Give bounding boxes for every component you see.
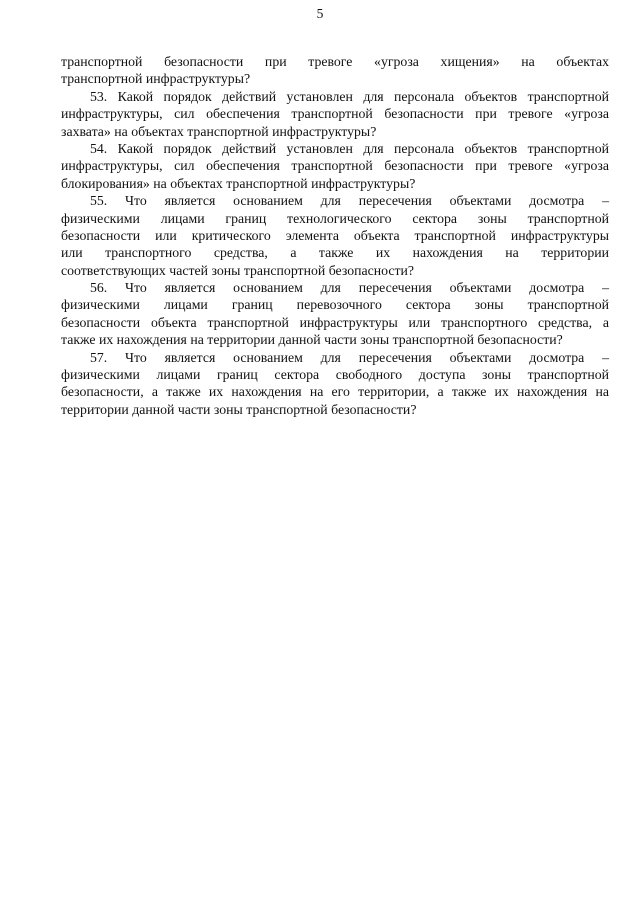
text-line: также их нахождения на территории данной части зоны транспортной безопасности?	[61, 332, 563, 348]
document-body	[61, 53, 609, 418]
paragraph-question-57	[61, 349, 609, 419]
page-number: 5	[316, 6, 324, 21]
text-line: 56. Что является основанием для пересечения объектами досмотра –	[90, 280, 609, 296]
paragraph-question-53	[61, 88, 609, 140]
text-line: или транспортного средства, а также их нахождения на территории	[61, 245, 609, 261]
text-line: физическими лицами границ перевозочного сектора зоны транспортной	[61, 297, 609, 313]
paragraph-question-55	[61, 192, 609, 279]
text-line: 54. Какой порядок действий установлен для персонала объектов транспортной	[90, 140, 609, 156]
text-line: безопасности объекта транспортной инфраструктуры или транспортного средства, а	[61, 314, 609, 330]
text-line: инфраструктуры, сил обеспечения транспортной безопасности при тревоге «угроза	[61, 106, 609, 122]
text-line: физическими лицами границ технологического сектора зоны транспортной	[61, 210, 609, 226]
text-line: 57. Что является основанием для пересечения объектами досмотра –	[90, 349, 609, 365]
text-line: безопасности, а также их нахождения на его территории, а также их нахождения на	[61, 384, 609, 400]
text-line: физическими лицами границ сектора свободного доступа зоны транспортной	[61, 367, 609, 383]
text-line: захвата» на объектах транспортной инфраструктуры?	[61, 123, 377, 139]
text-line: блокирования» на объектах транспортной инфраструктуры?	[61, 175, 416, 191]
paragraph-question-54	[61, 140, 609, 192]
text-line: 55. Что является основанием для пересечения объектами досмотра –	[90, 193, 609, 209]
text-line: территории данной части зоны транспортной безопасности?	[61, 401, 417, 417]
text-line: транспортной безопасности при тревоге «угроза хищения» на объектах	[61, 54, 609, 69]
text-line: транспортной инфраструктуры?	[61, 71, 251, 87]
text-line: инфраструктуры, сил обеспечения транспортной безопасности при тревоге «угроза	[61, 158, 609, 174]
text-line: соответствующих частей зоны транспортной безопасности?	[61, 262, 415, 278]
paragraph-continuation	[61, 53, 609, 88]
text-line: 53. Какой порядок действий установлен для персонала объектов транспортной	[90, 88, 609, 104]
paragraph-question-56	[61, 279, 609, 349]
text-line: безопасности или критического элемента объекта транспортной инфраструктуры	[61, 227, 609, 243]
